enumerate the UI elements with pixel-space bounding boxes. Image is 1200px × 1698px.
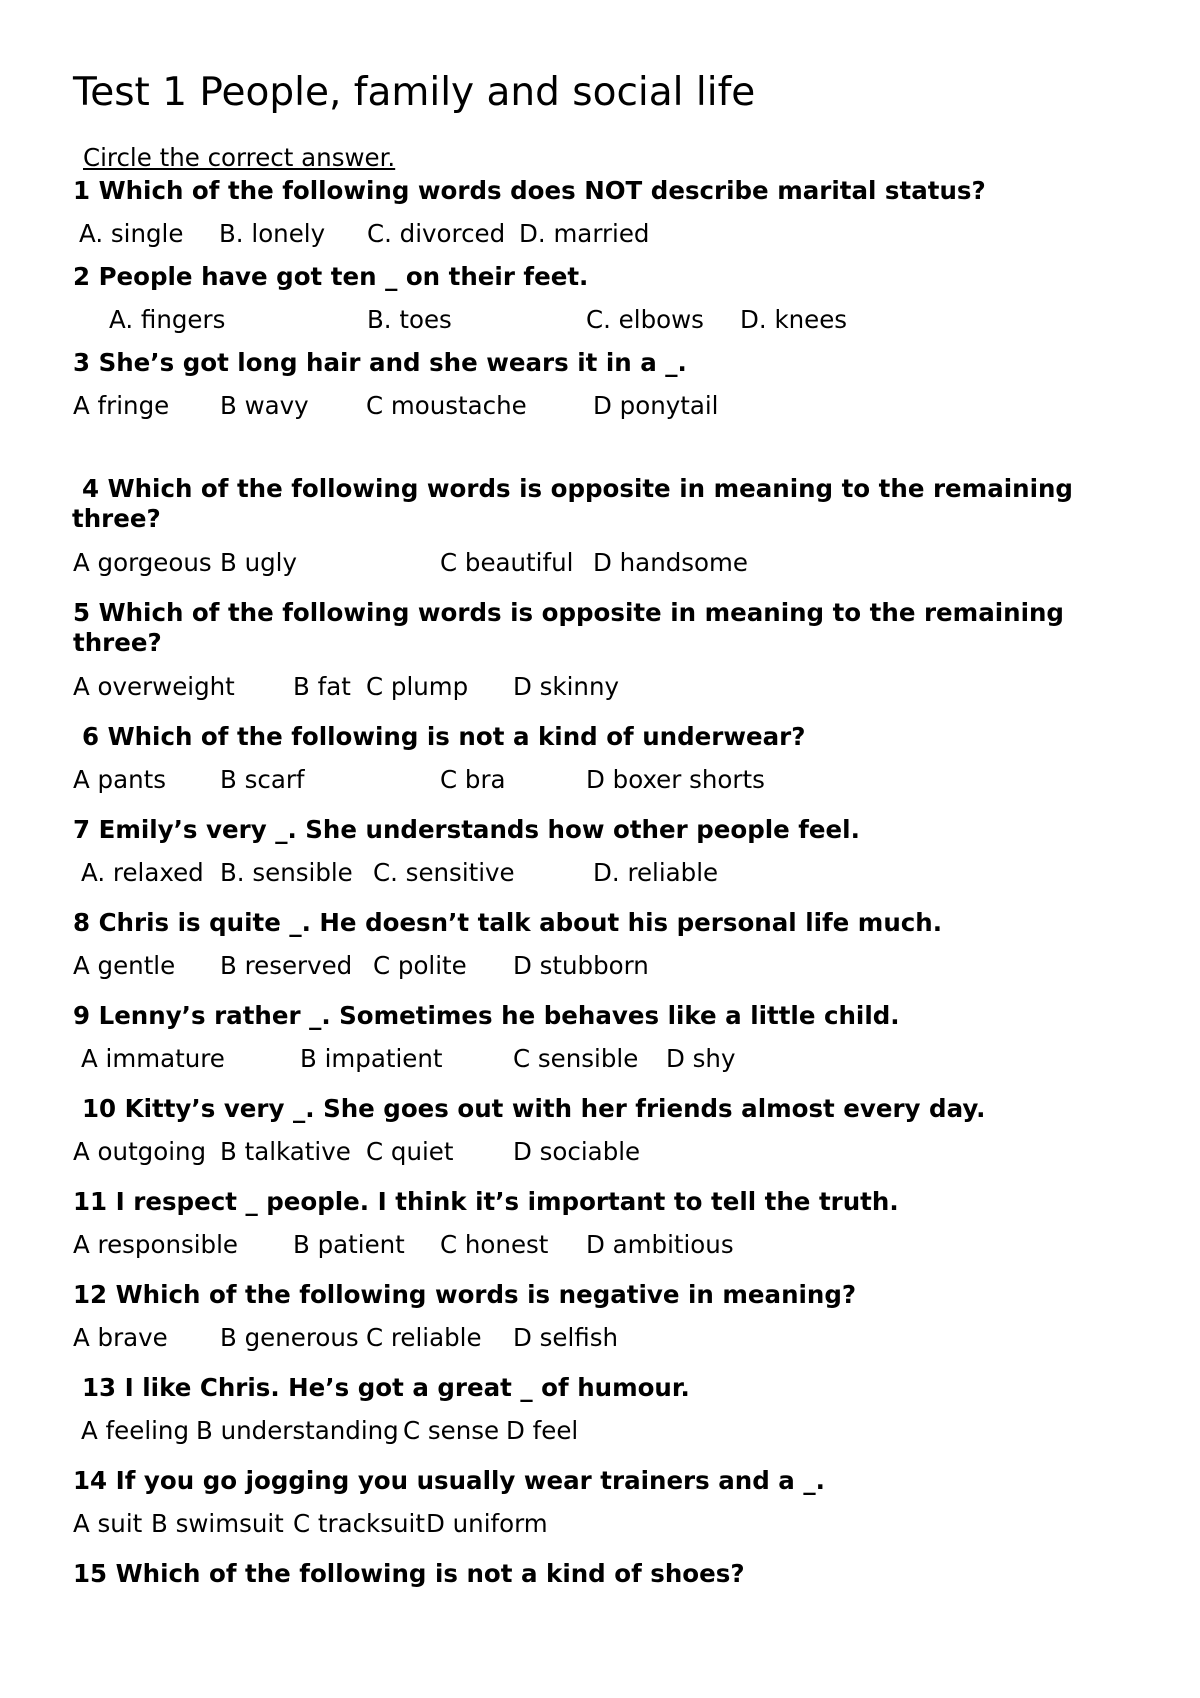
option-10d: D sociable — [513, 1137, 641, 1166]
option-6a: A pants — [73, 765, 167, 794]
option-1b: B. lonely — [219, 219, 326, 248]
option-8d: D stubborn — [513, 951, 649, 980]
option-14b: B swimsuit — [151, 1509, 284, 1538]
option-10a: A outgoing — [73, 1137, 207, 1166]
option-12a: A brave — [73, 1323, 168, 1352]
option-2a: A. fingers — [109, 305, 226, 334]
option-13d: D feel — [506, 1416, 579, 1445]
option-3a: A fringe — [73, 391, 170, 420]
option-4c: C beautiful — [440, 548, 574, 577]
question-1: 1 Which of the following words does NOT describe marital status? — [73, 176, 986, 205]
option-11c: C honest — [440, 1230, 549, 1259]
option-13c: C sense — [403, 1416, 500, 1445]
option-11a: A responsible — [73, 1230, 238, 1259]
option-4d: D handsome — [593, 548, 748, 577]
question-14: 14 If you go jogging you usually wear trainers and a _. — [73, 1466, 825, 1495]
question-4: 4 Which of the following words is opposite in meaning to the remaining three? — [72, 474, 1073, 533]
question-2: 2 People have got ten _ on their feet. — [73, 262, 589, 291]
instruction: Circle the correct answer. — [83, 143, 396, 172]
question-9: 9 Lenny’s rather _. Sometimes he behaves like a little child. — [73, 1001, 900, 1030]
option-5c: C plump — [366, 672, 469, 701]
option-2b: B. toes — [367, 305, 452, 334]
option-6b: B scarf — [220, 765, 305, 794]
option-8a: A gentle — [73, 951, 176, 980]
option-7b: B. sensible — [220, 858, 353, 887]
question-5: 5 Which of the following words is opposite in meaning to the remaining three? — [73, 598, 1064, 657]
option-8c: C polite — [373, 951, 467, 980]
question-8: 8 Chris is quite _. He doesn’t talk about his personal life much. — [73, 908, 943, 937]
option-4a: A gorgeous — [73, 548, 212, 577]
option-14a: A suit — [73, 1509, 143, 1538]
option-14d: D uniform — [426, 1509, 548, 1538]
question-10: 10 Kitty’s very _. She goes out with her friends almost every day. — [82, 1094, 986, 1123]
option-12b: B generous — [220, 1323, 359, 1352]
option-10b: B talkative — [220, 1137, 351, 1166]
option-3b: B wavy — [220, 391, 309, 420]
option-11d: D ambitious — [586, 1230, 734, 1259]
option-13a: A feeling — [81, 1416, 190, 1445]
question-13: 13 I like Chris. He’s got a great _ of humour. — [82, 1373, 690, 1402]
option-1c: C. divorced — [367, 219, 506, 248]
option-7a: A. relaxed — [81, 858, 204, 887]
option-6d: D boxer shorts — [586, 765, 765, 794]
option-7c: C. sensitive — [373, 858, 515, 887]
option-6c: C bra — [440, 765, 506, 794]
option-14c: C tracksuit — [293, 1509, 425, 1538]
option-12d: D selfish — [513, 1323, 619, 1352]
question-11: 11 I respect _ people. I think it’s important to tell the truth. — [73, 1187, 899, 1216]
option-5d: D skinny — [513, 672, 619, 701]
option-5a: A overweight — [73, 672, 235, 701]
question-7: 7 Emily’s very _. She understands how other people feel. — [73, 815, 860, 844]
option-3c: C moustache — [366, 391, 527, 420]
page-title: Test 1 People, family and social life — [73, 70, 756, 115]
question-6: 6 Which of the following is not a kind of underwear? — [82, 722, 806, 751]
option-5b: B fat — [293, 672, 351, 701]
option-3d: D ponytail — [593, 391, 719, 420]
option-7d: D. reliable — [593, 858, 719, 887]
question-12: 12 Which of the following words is negative in meaning? — [73, 1280, 857, 1309]
option-13b: B understanding — [196, 1416, 399, 1445]
question-3: 3 She’s got long hair and she wears it in a _. — [73, 348, 687, 377]
option-1d: D. married — [519, 219, 650, 248]
option-9c: C sensible — [513, 1044, 639, 1073]
option-1a: A. single — [79, 219, 184, 248]
option-4b: B ugly — [220, 548, 297, 577]
option-9b: B impatient — [300, 1044, 443, 1073]
option-9d: D shy — [666, 1044, 736, 1073]
question-15: 15 Which of the following is not a kind of shoes? — [73, 1559, 745, 1588]
option-2d: D. knees — [740, 305, 848, 334]
option-8b: B reserved — [220, 951, 353, 980]
option-11b: B patient — [293, 1230, 405, 1259]
option-10c: C quiet — [366, 1137, 454, 1166]
option-9a: A immature — [81, 1044, 225, 1073]
option-2c: C. elbows — [586, 305, 704, 334]
option-12c: C reliable — [366, 1323, 482, 1352]
